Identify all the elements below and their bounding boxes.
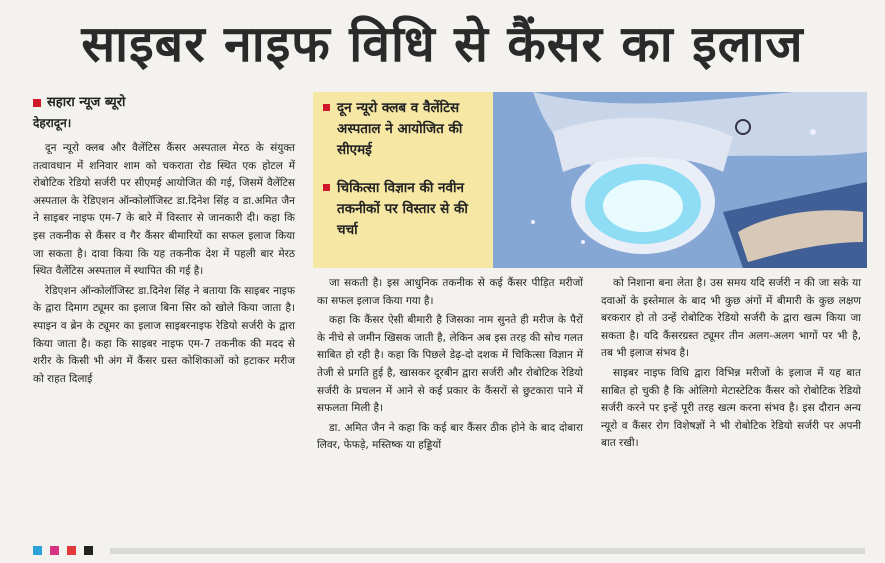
footer-dot-red <box>67 546 76 555</box>
bullet-square-icon <box>33 99 41 107</box>
paragraph: कहा कि कैंसर ऐसी बीमारी है जिसका नाम सुनते ही मरीज के पैरों के नीचे से जमीन खिसक जाती है, लेकिन अब इस तरह की सोच गलत साबित हो रही है। कहा कि पिछले डेढ़-दो दशक में चिकित्सा विज्ञान में तेजी से प्रगति हुई है, खासकर दूरबीन द्वारा सर्जरी और रोबोटिक रेडियो सर्जरी के प्रचलन में आने से कई प्रकार के कैंसरों से छुटकारा पाने में सफलता मिली है। <box>317 314 583 415</box>
byline-text: सहारा न्यूज ब्यूरो <box>47 95 126 110</box>
article-column-2 <box>317 275 583 457</box>
paragraph: दून न्यूरो क्लब और वैलेंटिस कैंसर अस्पताल मेरठ के संयुक्त तत्वावधान में शनिवार शाम को चकराता रोड स्थित एक होटल में रोबोटिक रेडियो सर्जरी पर सीएमई आयोजित की गई, जिसमें वैलेंटिस अस्पताल के रेडिएशन ऑन्कोलॉजिस्ट डा.दिनेश सिंह व डा.अमित जैन ने साइबर नाइफ एम-7 के बारे में विस्तार से जानकारी दी। कहा कि इस तकनीक से कैंसर व गैर कैंसर बीमारियों का सफल इलाज किया जा सकता है। दावा किया कि यह तकनीक देश में पहली बार मेरठ स्थित वैलेंटिस अस्पताल में स्थापित की गई है। <box>33 142 295 278</box>
footer-rule <box>110 548 865 554</box>
highlight-item <box>323 178 491 241</box>
paragraph: जा सकती है। इस आधुनिक तकनीक से कई कैंसर पीड़ित मरीजों का सफल इलाज किया गया है। <box>317 277 583 307</box>
cyberknife-machine-photo <box>493 92 867 268</box>
byline <box>33 92 125 110</box>
dateline: देहरादून। <box>33 116 72 130</box>
highlight-text: दून न्यूरो क्लब व वैलेंटिस अस्पताल ने आयोजित की सीएमई <box>337 100 463 158</box>
footer-dot-pink <box>50 546 59 555</box>
highlight-box <box>313 92 493 268</box>
paragraph: डा. अमित जैन ने कहा कि कई बार कैंसर ठीक होने के बाद दोबारा लिवर, फेफड़े, मस्तिष्क या हड्डियों <box>317 421 583 452</box>
paragraph: रेडिएशन ऑन्कोलॉजिस्ट डा.दिनेश सिंह ने बताया कि साइबर नाइफ के द्वारा दिमाग ट्यूमर का इलाज बिना सिर को खोले किया जाता है। स्पाइन व ब्रेन के ट्यूमर का इलाज साइबरनाइफ रेडियो सर्जरी के द्वारा किया जाता है। कहा कि साइबर नाइफ एम-7 तकनीक की मदद से शरीर के किसी भी अंग में कैंसर ग्रस्त कोशिकाओं को हटाकर मरीज को राहत दिलाई <box>33 284 295 385</box>
paragraph: साइबर नाइफ विधि द्वारा विभिन्न मरीजों के इलाज में यह बात साबित हो चुकी है कि ओलिगो मेटास्टेटिक कैंसर को रोबोटिक रेडियो सर्जरी करने पर इन्हें पूरी तरह खत्म करना संभव है। इस दौरान अन्य न्यूरो व कैंसर रोग विशेषज्ञों ने भी रोबोटिक रेडियो सर्जरी पर अपनी बात रखी। <box>601 366 861 450</box>
cyberknife-machine-illustration <box>493 92 867 268</box>
paragraph: को निशाना बना लेता है। उस समय यदि सर्जरी न की जा सके या दवाओं के इस्तेमाल के बाद भी कुछ अंगों में बीमारी के कुछ लक्षण बरकरार हो तो उन्हें रोबोटिक रेडियो सर्जरी के द्वारा खत्म किया जा सकता है। यदि कैंसरग्रस्त ट्यूमर तीन अलग-अलग भागों पर भी है, तब भी इलाज संभव है। <box>601 277 861 360</box>
headline: साइबर नाइफ विधि से कैंसर का इलाज <box>81 15 804 73</box>
bullet-square-icon <box>323 104 330 111</box>
highlight-text: चिकित्सा विज्ञान की नवीन तकनीकों पर विस्तार से की चर्चा <box>337 180 468 238</box>
article-column-1 <box>33 140 295 390</box>
article-column-3 <box>601 275 861 455</box>
footer-dot-blue <box>33 546 42 555</box>
footer-dot-black <box>84 546 93 555</box>
highlight-item <box>323 98 491 161</box>
bullet-square-icon <box>323 184 330 191</box>
